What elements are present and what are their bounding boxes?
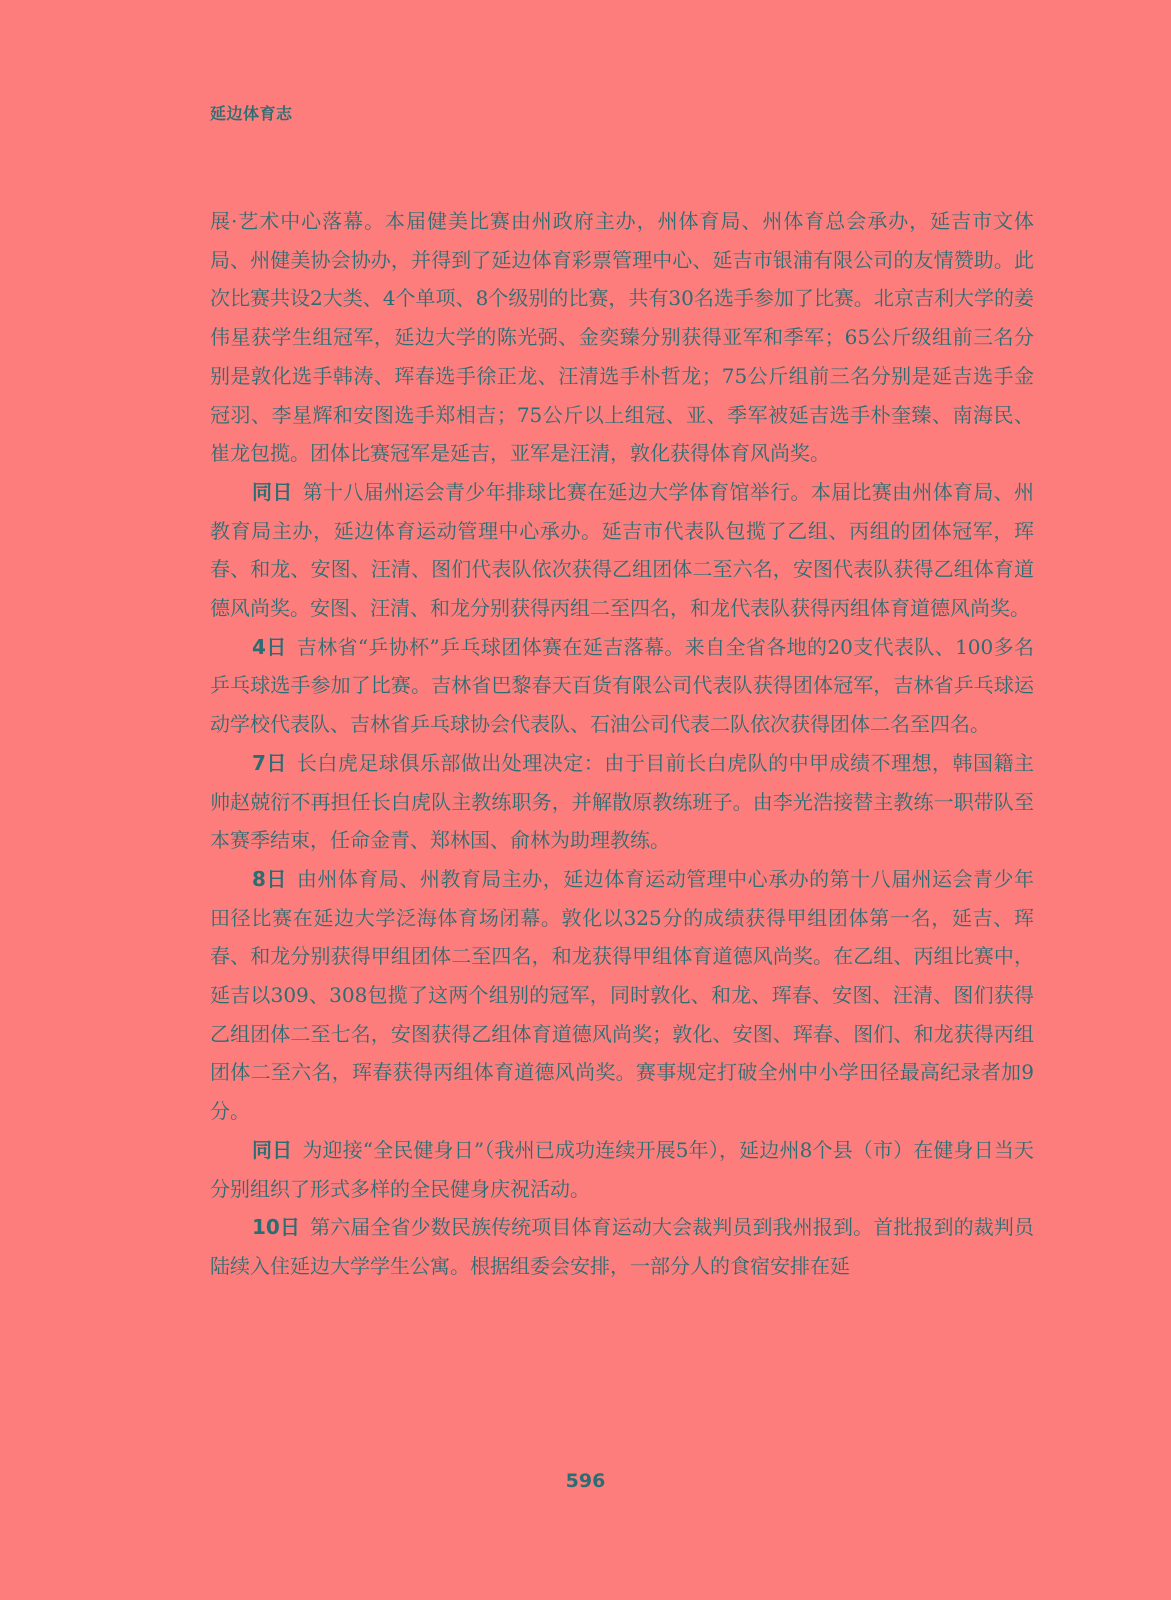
paragraph-5-text: 由州体育局、州教育局主办，延边体育运动管理中心承办的第十八届州运会青少年田径比赛在延边大学泛海体育场闭幕。敦化以325分的成绩获得甲组团体第一名，延吉、珲春、和龙分别获得甲组团体二至四名，和龙获得甲组体育道德风尚奖。在乙组、丙组比赛中，延吉以309、308包揽了这两个组别的冠军，同时敦化、和龙、珲春、安图、汪清、图们获得乙组团体二至七名，安图获得乙组体育道德风尚奖；敦化、安图、珲春、图们、和龙获得丙组团体二至六名，珲春获得丙组体育道德风尚奖。赛事规定打破全州中小学田径最高纪录者加9分。 bbox=[210, 866, 1035, 1124]
paragraph-6-text: 为迎接“全民健身日”（我州已成功连续开展5年），延边州8个县（市）在健身日当天分别组织了形式多样的全民健身庆祝活动。 bbox=[210, 1137, 1034, 1201]
paragraph-4-text: 长白虎足球俱乐部做出处理决定：由于目前长白虎队的中甲成绩不理想，韩国籍主帅赵兢衍不再担任长白虎队主教练职务，并解散原教练班子。由李光浩接替主教练一职带队至本赛季结束，任命金青、郑林国、俞林为助理教练。 bbox=[210, 750, 1035, 853]
paragraph-6-date: 同日 bbox=[252, 1137, 293, 1162]
paragraph-2 bbox=[210, 473, 1034, 628]
paragraph-7-date: 10日 bbox=[252, 1215, 301, 1240]
paragraph-4 bbox=[210, 744, 1034, 860]
paragraph-6 bbox=[210, 1131, 1034, 1208]
paragraph-1 bbox=[210, 202, 1034, 473]
paragraph-3-text: 吉林省“乒协杯”乒乓球团体赛在延吉落幕。来自全省各地的20支代表队、100多名乒乓球选手参加了比赛。吉林省巴黎春天百货有限公司代表队获得团体冠军，吉林省乒乓球运动学校代表队、吉林省乒乓球协会代表队、石油公司代表二队依次获得团体二名至四名。 bbox=[210, 634, 1035, 737]
paragraph-3-date: 4日 bbox=[252, 634, 287, 659]
paragraph-2-date: 同日 bbox=[252, 479, 293, 504]
page-number: 596 bbox=[565, 1470, 606, 1492]
paragraph-3 bbox=[210, 628, 1034, 744]
paragraph-5-date: 8日 bbox=[252, 866, 287, 891]
paragraph-5 bbox=[210, 860, 1034, 1131]
paragraph-7 bbox=[210, 1208, 1034, 1285]
paragraph-2-text: 第十八届州运会青少年排球比赛在延边大学体育馆举行。本届比赛由州体育局、州教育局主办，延边体育运动管理中心承办。延吉市代表队包揽了乙组、丙组的团体冠军，珲春、和龙、安图、汪清、图们代表队依次获得乙组团体二至六名，安图代表队获得乙组体育道德风尚奖。安图、汪清、和龙分别获得丙组二至四名，和龙代表队获得丙组体育道德风尚奖。 bbox=[210, 479, 1035, 621]
running-header: 延边体育志 bbox=[210, 104, 293, 123]
body-text bbox=[210, 202, 1034, 1286]
paragraph-4-date: 7日 bbox=[252, 750, 287, 775]
paragraph-1-text: 展·艺术中心落幕。本届健美比赛由州政府主办，州体育局、州体育总会承办，延吉市文体局、州健美协会协办，并得到了延边体育彩票管理中心、延吉市银浦有限公司的友情赞助。此次比赛共设2大类、4个单项、8个级别的比赛，共有30名选手参加了比赛。北京吉利大学的姜伟星获学生组冠军，延边大学的陈光弼、金奕臻分别获得亚军和季军；65公斤级组前三名分别是敦化选手韩涛、珲春选手徐正龙、汪清选手朴哲龙；75公斤组前三名分别是延吉选手金冠羽、李星辉和安图选手郑相吉；75公斤以上组冠、亚、季军被延吉选手朴奎臻、南海民、崔龙包揽。团体比赛冠军是延吉，亚军是汪清，敦化获得体育风尚奖。 bbox=[210, 209, 1034, 466]
paragraph-7-text: 第六届全省少数民族传统项目体育运动大会裁判员到我州报到。首批报到的裁判员陆续入住延边大学学生公寓。根据组委会安排，一部分人的食宿安排在延 bbox=[210, 1215, 1034, 1278]
